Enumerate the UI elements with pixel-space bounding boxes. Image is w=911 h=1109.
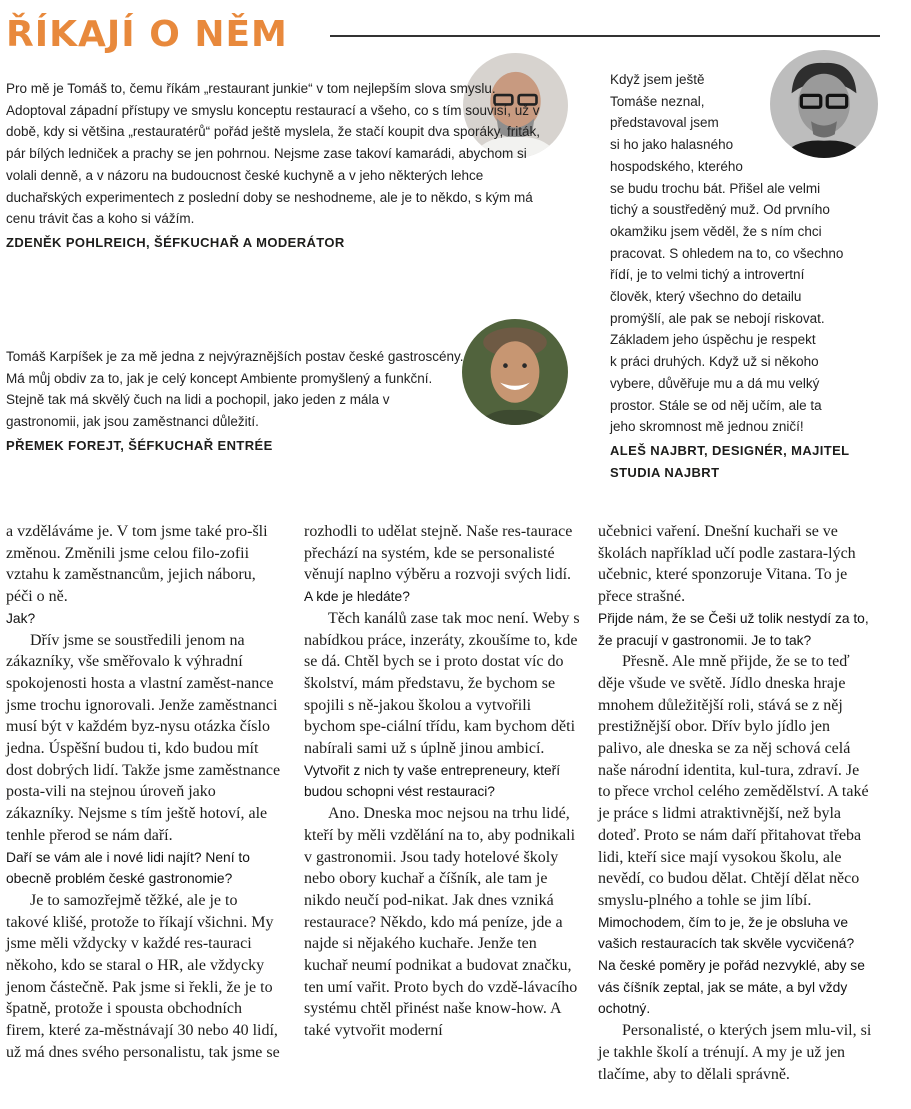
portrait-forejt: [462, 319, 568, 425]
quote-line: si ho jako halasného: [610, 137, 734, 153]
paragraph: Těch kanálů zase tak moc není. Weby s nabídkou práce, inzeráty, zkoušíme to, kde se dá. Chtěl bych se i proto dostat víc do školství, mám představu, že bychom se spojili s ně-jakou školou a vytvořili bychom spe-ciální třídu, kam bychom děti nabírali sami už s úplně jinou ambicí.: [304, 609, 580, 758]
paragraph: Přesně. Ale mně přijde, že se to teď děje všude ve světě. Jídlo dneska hraje mnohem důležitější roli, stává se z něj prestižnější obor. Dřív bylo jídlo jen palivo, ale dneska se za něj schová celá naše národní identita, kul-tura, zdraví. Je to přece vrchol celého zemědělství. A také je práce s lidmi atraktivnější, než byla doteď. Proto se nám daří přitahovat třeba lidi, kteří sice mají vysokou školu, ale nevědí, co budou dělat. Chtějí dělat něco smyslu-plného a tohle se jim líbí.: [598, 653, 869, 909]
quote-line: pracovat. S ohledem na to, co všechno: [610, 245, 844, 261]
interview-question: Přijde nám, že se Češi už tolik nestydí za to, že pracují v gastronomii. Je to tak?: [598, 610, 869, 648]
quote-forejt: [6, 346, 466, 457]
quote-author: STUDIA NAJBRT: [610, 464, 720, 480]
quote-line: Základem jeho úspěchu je respekt: [610, 332, 816, 348]
interview-question: Mimochodem, čím to je, že je obsluha ve vašich restauracích tak skvěle vycvičená? Na české poměry je pořád nezvyklé, aby se vás číšník zeptal, jak se máte, a byl vždy ochotný.: [598, 914, 865, 1017]
quote-line: prostor. Stále se od něj učím, ale ta: [610, 397, 822, 413]
paragraph: rozhodli to udělat stejně. Naše res-taurace přechází na systém, kde se personalisté věnují naplno výběru a rozvoji svých lidí.: [304, 523, 573, 584]
quote-line: představoval jsem: [610, 115, 719, 131]
quote-najbrt: [610, 69, 890, 483]
interview-question: Daří se vám ale i nové lidi najít? Není to obecně problém české gastronomie?: [6, 849, 250, 887]
quote-line: okamžiku jsem věděl, že s ním chci: [610, 223, 822, 239]
quote-line: tichý a soustředěný muž. Od prvního: [610, 202, 830, 218]
article-column-1: [6, 521, 282, 1064]
quote-text: Pro mě je Tomáš to, čemu říkám „restaurant junkie“ v tom nejlepším slova smyslu. Adoptoval západní přístupy ve smyslu konceptu restaurací a všeho, co s tím souvisí, už v době, kdy si většina „restauratérů“ pořád ještě myslela, že stačí koupit dva sporáky, friták, pár bílých ledniček a prachy se jen pohrnou. Nejsme zase takoví kamarádi, abychom si volali denně, a v názoru na budoucnost české kuchyně a v jeho některých lehce duchařských experimentech z poslední doby se neshodneme, ale je to někdo, s kým má cenu trávit čas a koho si vážím.: [6, 81, 540, 227]
quote-line: vybere, důvěřuje mu a dá mu velký: [610, 375, 820, 391]
quote-line: jeho skromnost mě jednou zničí!: [610, 419, 804, 435]
quote-line: řídí, je to velmi tichý a introvertní: [610, 267, 805, 283]
paragraph: a vzděláváme je. V tom jsme také pro-šli změnou. Změnili jsme celou filo-zofii vztahu k zaměstnancům, jejich náboru, péči o ně.: [6, 523, 268, 606]
paragraph: Dřív jsme se soustředili jenom na zákazníky, vše směřovalo k výhradní spokojenosti hosta a vlastní zaměst-nance jsme trochu ignorovali. Jenže zaměstnanci musí být v každém byz-nysu otázka číslo jedna. Úspěšní budou ti, kdo budou mít dost dobrých lidí. Takže jsme zaměstnance posta-vili na stejnou úroveň jako zákazníky. Nejsme s tím ještě hotoví, ale tenhle přerod se nám daří.: [6, 631, 281, 844]
quote-author: ZDENĚK POHLREICH, ŠÉFKUCHAŘ A MODERÁTOR: [6, 234, 345, 250]
quote-pohlreich: [6, 78, 550, 254]
quote-line: Když jsem ještě: [610, 72, 705, 87]
quote-line: Tomáše neznal,: [610, 93, 705, 109]
article-column-3: [598, 521, 874, 1085]
paragraph: Personalisté, o kterých jsem mlu-vil, si je takhle školí a trénují. A my je už jen tlačíme, aby to dělali správně.: [598, 1022, 872, 1083]
quote-line: k práci druhých. Když už si někoho: [610, 354, 819, 370]
quote-author: PŘEMEK FOREJT, ŠÉFKUCHAŘ ENTRÉE: [6, 437, 273, 453]
section-header: [0, 12, 880, 58]
quote-line: hospodského, kterého: [610, 158, 743, 174]
interview-question: A kde je hledáte?: [304, 589, 410, 605]
paragraph: Ano. Dneska moc nejsou na trhu lidé, kteří by měli vzdělání na to, aby podnikali v gastronomii. Jsou tady hotelové školy nebo obory kuchař a číšník, ale tam je nikdo neučí pod-nikat. Jak dnes vzniká restaurace? Někdo, kdo má peníze, jde a najde si nějakého kuchaře. Jenže ten kuchař neumí podnikat a budovat značku, ten umí vařit. Proto bych do vzdě-lávacího systému chtěl přinést naše know-how. A také vytvořit moderní: [304, 805, 578, 1040]
quote-text: Tomáš Karpíšek je za mě jedna z nejvýraznějších postav české gastroscény. Má můj obdiv za to, jak je celý koncept Ambiente promyšlený a funkční. Stejně tak má skvělý čuch na lidi a pochopil, jako jeden z mála v gastronomii, jak jsou zaměstnanci důležití.: [6, 349, 464, 430]
quote-line: promýšlí, ale pak se nebojí riskovat.: [610, 310, 825, 326]
quote-line: se budu trochu bát. Přišel ale velmi: [610, 180, 821, 196]
header-rule: [330, 35, 880, 37]
article-column-2: [304, 521, 580, 1042]
quote-line: člověk, který všechno do detailu: [610, 289, 802, 305]
paragraph: učebnici vaření. Dnešní kuchaři se ve školách například učí podle zastara-lých učebnic, které sponzoruje Vitana. To je přece strašné.: [598, 523, 856, 606]
paragraph: Je to samozřejmě těžké, ale je to takové klišé, protože to říkají všichni. My jsme měli vždycky v každé res-tauraci někoho, kdo se staral o HR, ale vždycky jenom částečně. Pak jsme si řekli, že je to špatně, protože i spousta obchodních firem, které za-městnávají 30 nebo 40 lidí, už má dnes svého personalistu, tak jsme se: [6, 891, 280, 1061]
interview-question: Vytvořit z nich ty vaše entrepreneury, kteří budou schopni vést restauraci?: [304, 762, 561, 800]
interview-question: Jak?: [6, 610, 36, 626]
section-title: ŘÍKAJÍ O NĚM: [6, 14, 288, 55]
quote-author: ALEŠ NAJBRT, DESIGNÉR, MAJITEL: [610, 442, 850, 458]
